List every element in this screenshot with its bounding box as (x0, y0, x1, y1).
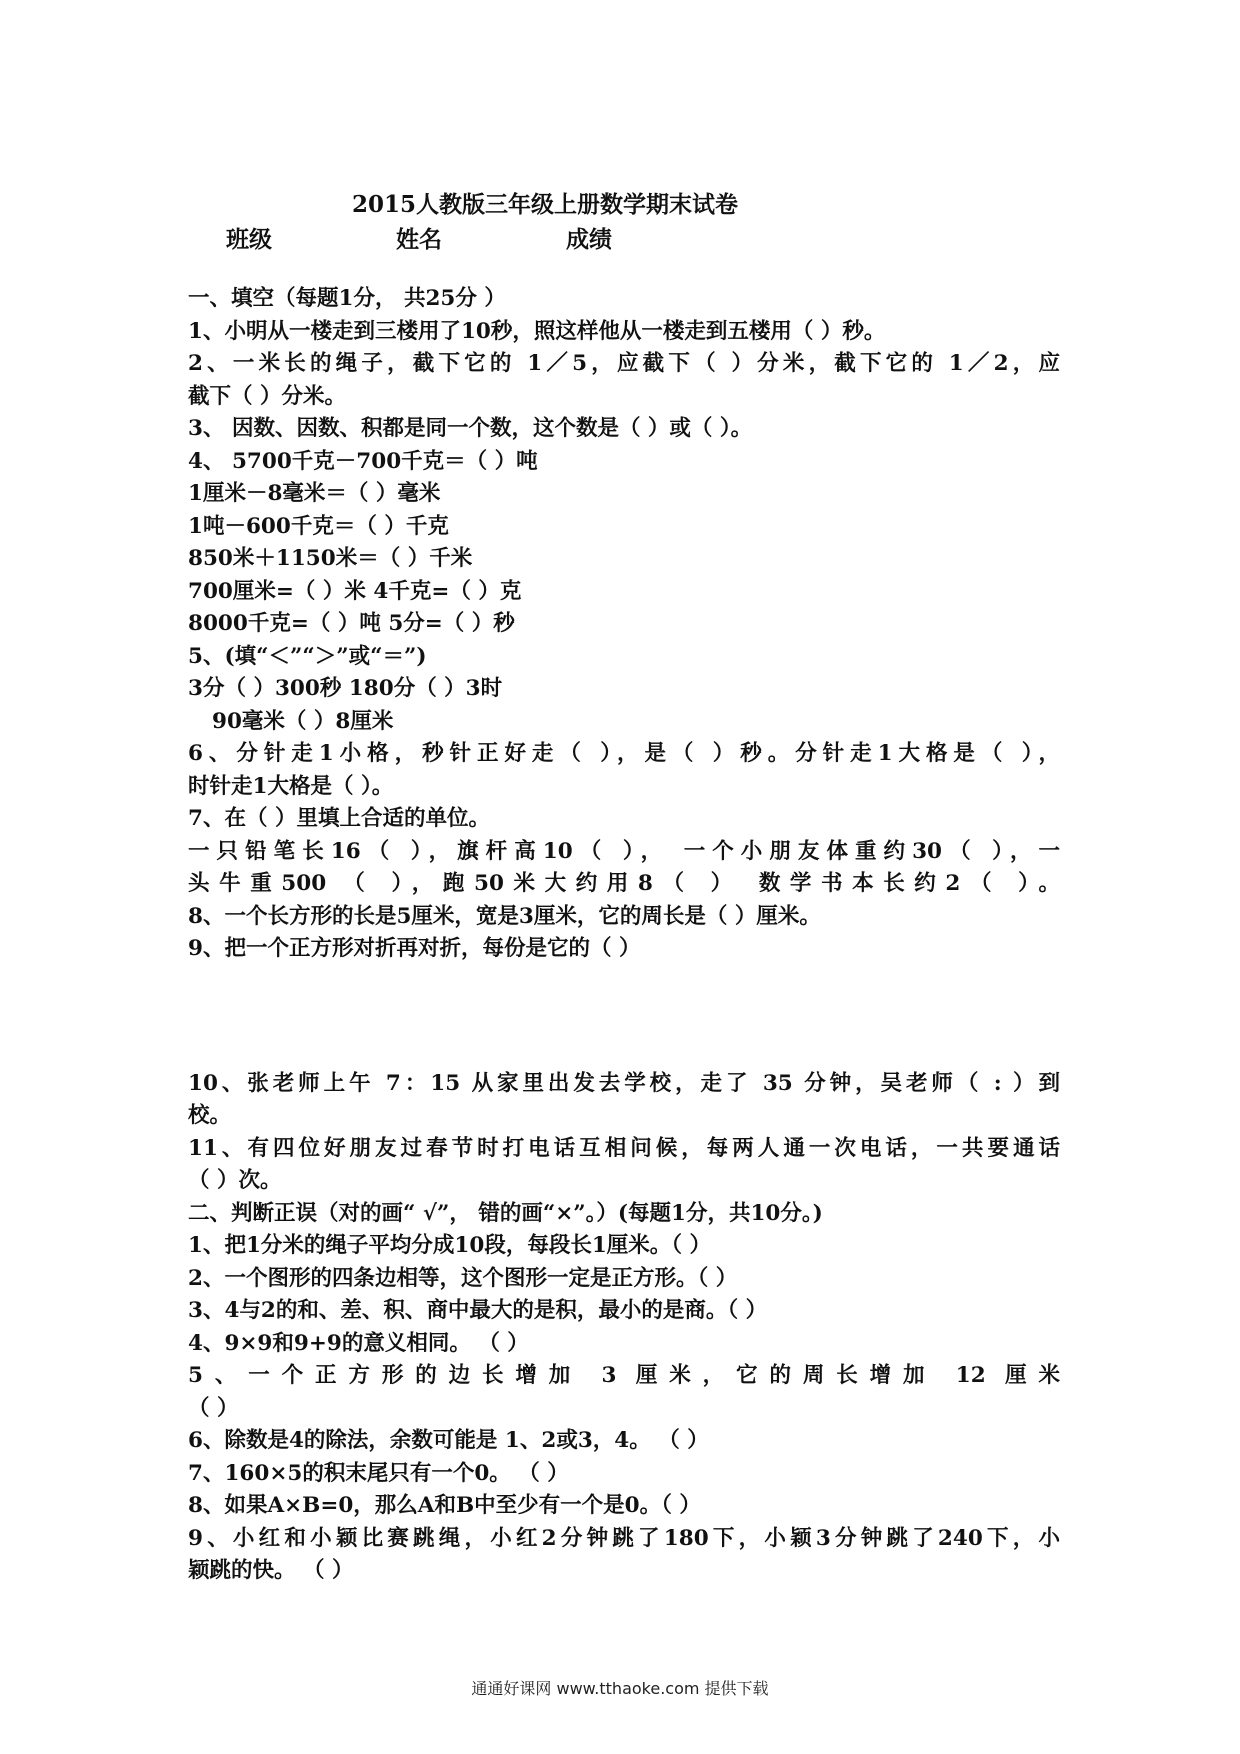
question-line: 1、把1分米的绳子平均分成10段，每段长1厘米。（ ） (188, 1233, 712, 1258)
section-heading-fill-blank: 一、填空（每题1分， 共25分 ） (188, 286, 506, 311)
question-line: 10、张老师上午 7：15 从家里出发去学校，走了 35 分钟，吴老师（ : ）到 (188, 1070, 1060, 1096)
question-line: 7、160×5的积末尾只有一个0。 （ ） (188, 1460, 569, 1486)
question-line: 8、一个长方形的长是5厘米，宽是3厘米，它的周长是（ ）厘米。 (188, 903, 821, 929)
question-line: 90毫米（ ）8厘米 (212, 708, 394, 734)
question-line: 6、分针走1小格，秒针正好走（ ），是（ ）秒。分针走1大格是（ ）， (188, 741, 1060, 766)
question-line: 头牛重500 （ ），跑50米大约用8（ ） 数学书本长约2（ ）。 (188, 871, 1060, 896)
question-line: 1厘米－8毫米＝（ ）毫米 (188, 481, 441, 506)
blank-space (188, 966, 1060, 1068)
question-line: 6、除数是4的除法，余数可能是 1、2或3，4。 （ ） (188, 1428, 709, 1453)
name-field-label: 姓名 (396, 226, 442, 253)
question-line: 校。 (188, 1103, 232, 1128)
question-line: 时针走1大格是（ ）。 (188, 773, 394, 799)
question-line: 8000千克=（ ）吨 5分=（ ）秒 (188, 611, 515, 636)
section-heading-true-false: 二、判断正误（对的画“ √”， 错的画“×”。）(每题1分，共10分。) (188, 1200, 823, 1226)
question-line: 5、(填“＜”“＞”或“＝”) (188, 643, 427, 669)
footer-download-note: 通通好课网 www.tthaoke.com 提供下载 (471, 1679, 769, 1698)
question-line: 1吨－600千克＝（ ）千克 (188, 513, 449, 539)
question-line: 4、9×9和9+9的意义相同。 （ ） (188, 1330, 529, 1356)
question-line: 3、4与2的和、差、积、商中最大的是积，最小的是商。（ ） (188, 1298, 768, 1323)
question-line: 一只铅笔长16（ ），旗杆高10（ ）， 一个小朋友体重约30（ ），一 (188, 838, 1060, 864)
question-line: 11、有四位好朋友过春节时打电话互相问候，每两人通一次电话，一共要通话 (188, 1135, 1060, 1161)
question-line: 2、一米长的绳子，截下它的 1／5，应截下（ ）分米，截下它的 1／2，应 (188, 351, 1060, 376)
question-line: 3分（ ）300秒 180分（ ）3时 (188, 676, 503, 701)
question-line: 9、把一个正方形对折再对折，每份是它的（ ） (188, 936, 641, 961)
class-field-label: 班级 (226, 226, 272, 253)
question-line: 5、一个正方形的边长增加 3 厘米，它的周长增加 12 厘米 (188, 1363, 1060, 1388)
question-line: 700厘米=（ ）米 4千克=（ ）克 (188, 578, 522, 604)
question-line: 9、小红和小颖比赛跳绳，小红2分钟跳了180下，小颖3分钟跳了240下，小 (188, 1525, 1060, 1551)
question-line: 8、如果A×B=0，那么A和B中至少有一个是0。（ ） (188, 1493, 701, 1518)
question-line: 850米＋1150米＝（ ）千米 (188, 546, 473, 571)
question-line: 截下（ ）分米。 (188, 383, 346, 409)
question-line: （ ）次。 (188, 1168, 282, 1193)
question-line: 2、一个图形的四条边相等，这个图形一定是正方形。（ ） (188, 1265, 738, 1291)
question-line: 7、在（ ）里填上合适的单位。 (188, 806, 490, 831)
exam-title: 2015人教版三年级上册数学期末试卷 (352, 191, 739, 218)
exam-body (188, 283, 1060, 1588)
question-line: 颖跳的快。 （ ） (188, 1558, 354, 1583)
question-line: （ ） (188, 1395, 239, 1421)
question-line: 1、小明从一楼走到三楼用了10秒，照这样他从一楼走到五楼用（ ）秒。 (188, 318, 886, 344)
score-field-label: 成绩 (566, 226, 612, 253)
question-line: 3、 因数、因数、积都是同一个数，这个数是（ ）或（ ）。 (188, 416, 753, 441)
question-line: 4、 5700千克－700千克＝（ ）吨 (188, 448, 538, 474)
